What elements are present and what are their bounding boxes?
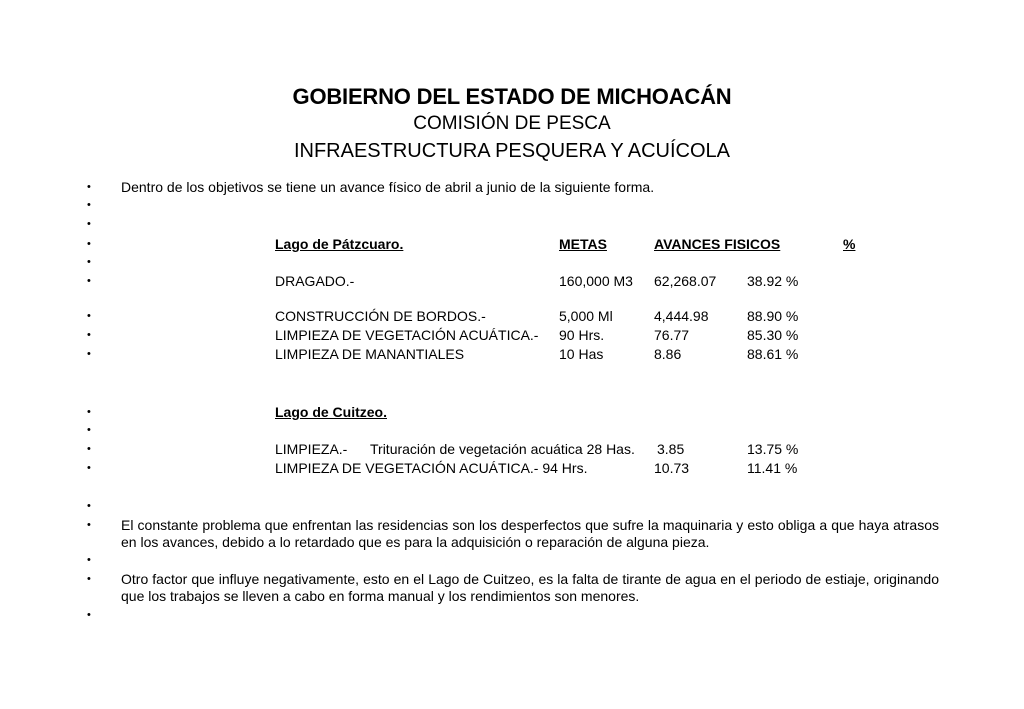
- table-row: [0, 460, 1024, 476]
- pct-cell: 88.61 %: [747, 346, 799, 362]
- document-title: GOBIERNO DEL ESTADO DE MICHOACÁN: [292, 84, 732, 109]
- paragraph-text: El constante problema que enfrentan las residencias son los desperfectos que sufre la maquinaria y esto obliga a que haya atrasos en los avances, debido a lo retardado que es para la adquisición o reparación de alguna pieza.: [121, 517, 939, 550]
- table-row: [0, 308, 1024, 324]
- bullet-icon: •: [87, 238, 91, 250]
- document-subtitle: COMISIÓN DE PESCA: [413, 113, 611, 134]
- table-row: [0, 441, 1024, 457]
- paragraph: [87, 517, 939, 551]
- bullet-icon: •: [87, 275, 91, 287]
- bullet-icon: •: [87, 329, 91, 341]
- bullet-icon: •: [87, 199, 91, 211]
- bullet-icon: •: [87, 218, 91, 230]
- table-row: [0, 327, 1024, 343]
- bullet-icon: •: [87, 554, 91, 566]
- empty-line: [0, 254, 1024, 270]
- cuitzeo-header: [0, 404, 1024, 420]
- activity-cell: LIMPIEZA DE MANANTIALES: [275, 346, 465, 362]
- patzcuaro-lake-name: Lago de Pátzcuaro.: [275, 236, 404, 252]
- empty-line: [0, 216, 1024, 232]
- meta-cell: 10 Has: [559, 346, 604, 362]
- patzcuaro-table-header: [0, 236, 1024, 252]
- empty-line: [0, 498, 1024, 514]
- meta-cell: 90 Hrs.: [559, 327, 605, 343]
- bullet-icon: •: [87, 573, 91, 585]
- empty-line: [0, 607, 1024, 623]
- avance-cell: 62,268.07: [654, 273, 717, 289]
- pct-cell: 88.90 %: [747, 308, 799, 324]
- activity-cell: LIMPIEZA DE VEGETACIÓN ACUÁTICA.- 94 Hrs.: [275, 460, 588, 476]
- bullet-icon: •: [87, 424, 91, 436]
- bullet-icon: •: [87, 443, 91, 455]
- paragraph: [87, 571, 939, 605]
- pct-header: %: [843, 236, 856, 252]
- bullet-icon: •: [87, 256, 91, 268]
- bullet-icon: •: [87, 181, 91, 193]
- meta-cell: 160,000 M3: [559, 273, 633, 289]
- pct-cell: 85.30 %: [747, 327, 799, 343]
- avance-cell: 76.77: [654, 327, 690, 343]
- pct-cell: 11.41 %: [747, 460, 798, 476]
- bullet-icon: •: [87, 519, 91, 531]
- intro-line: [0, 179, 1024, 195]
- table-row: [0, 273, 1024, 289]
- activity-cell: CONSTRUCCIÓN DE BORDOS.-: [275, 308, 486, 324]
- empty-line: [0, 197, 1024, 213]
- empty-line: [0, 552, 1024, 568]
- avance-cell: 3.85: [657, 441, 685, 457]
- bullet-icon: •: [87, 462, 91, 474]
- table-row: [0, 346, 1024, 362]
- bullet-icon: •: [87, 609, 91, 621]
- metas-header: METAS: [559, 236, 607, 252]
- document-section-title: INFRAESTRUCTURA PESQUERA Y ACUÍCOLA: [293, 140, 731, 162]
- bullet-icon: •: [87, 500, 91, 512]
- bullet-icon: •: [87, 348, 91, 360]
- paragraph-text: Otro factor que influye negativamente, esto en el Lago de Cuitzeo, es la falta de tirante de agua en el periodo de estiaje, originando que los trabajos se lleven a cabo en forma manual y los rendimientos son menores.: [121, 571, 939, 604]
- pct-cell: 38.92 %: [747, 273, 799, 289]
- activity-cell: LIMPIEZA DE VEGETACIÓN ACUÁTICA.-: [275, 327, 539, 343]
- pct-cell: 13.75 %: [747, 441, 799, 457]
- detail-cell: Trituración de vegetación acuática 28 Has.: [370, 441, 635, 457]
- avance-cell: 4,444.98: [654, 308, 709, 324]
- empty-line: [0, 422, 1024, 438]
- avance-cell: 10.73: [654, 460, 690, 476]
- meta-cell: 5,000 Ml: [559, 308, 613, 324]
- activity-cell: DRAGADO.-: [275, 273, 355, 289]
- intro-text: Dentro de los objetivos se tiene un avance físico de abril a junio de la siguiente forma.: [121, 179, 655, 195]
- avance-cell: 8.86: [654, 346, 682, 362]
- bullet-icon: •: [87, 310, 91, 322]
- bullet-icon: •: [87, 406, 91, 418]
- avances-header: AVANCES FISICOS: [654, 236, 781, 252]
- activity-cell: LIMPIEZA.-: [275, 441, 348, 457]
- cuitzeo-lake-name: Lago de Cuitzeo.: [275, 404, 387, 420]
